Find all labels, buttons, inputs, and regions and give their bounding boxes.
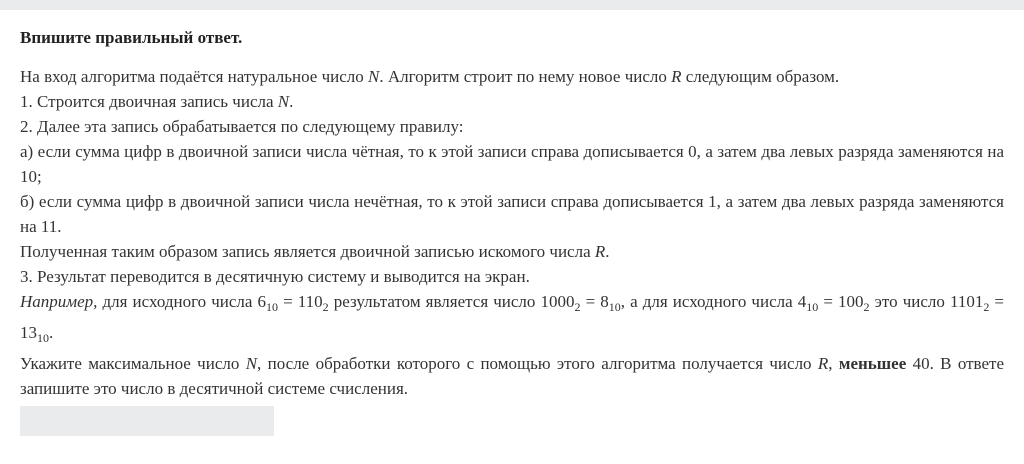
paragraph-task: Укажите максимальное число N, после обработки которого с помощью этого алгоритма получается число R, меньшее 40. В ответе запишите это число в десятичной системе счисления. xyxy=(20,354,1005,398)
answer-input[interactable] xyxy=(20,406,274,436)
var-r: R xyxy=(594,242,606,261)
top-bar xyxy=(0,0,1024,10)
var-n: N xyxy=(277,92,290,111)
question-content xyxy=(20,10,1004,401)
instruction-heading: Впишите правильный ответ. xyxy=(20,28,243,47)
paragraph-rule-b: б) если сумма цифр в двоичной записи числа нечётная, то к этой записи справа дописывается 1, а затем два левых разряда заменяются на 11. xyxy=(20,192,1004,236)
question-text xyxy=(20,64,1004,401)
emphasis-less: меньшее xyxy=(838,354,907,373)
var-n: N xyxy=(368,67,380,86)
paragraph-result: Полученная таким образом запись является двоичной записью искомого числа R. xyxy=(20,242,610,261)
var-r: R xyxy=(671,67,682,86)
paragraph-step-1: 1. Строится двоичная запись числа N. xyxy=(20,92,294,111)
paragraph-intro: На вход алгоритма подаётся натуральное число N. Алгоритм строит по нему новое число R следующим образом. xyxy=(20,67,840,86)
paragraph-step-2: 2. Далее эта запись обрабатывается по следующему правилу: xyxy=(20,117,464,136)
paragraph-rule-a: а) если сумма цифр в двоичной записи числа чётная, то к этой записи справа дописывается 0, а затем два левых разряда заменяются на 10; xyxy=(20,142,1004,186)
var-n: N xyxy=(245,354,258,373)
paragraph-step-3: 3. Результат переводится в десятичную систему и выводится на экран. xyxy=(20,267,530,286)
var-r: R xyxy=(817,354,829,373)
example-label: Например, xyxy=(20,292,98,311)
paragraph-example: Например, для исходного числа $6_{10} = 110_2$ результатом является число $1000_2 = 8_{10}$, а для исходного числа $4_{10} = 100_2$ это число $1101_2 = 13_{10}$. xyxy=(20,292,1005,345)
